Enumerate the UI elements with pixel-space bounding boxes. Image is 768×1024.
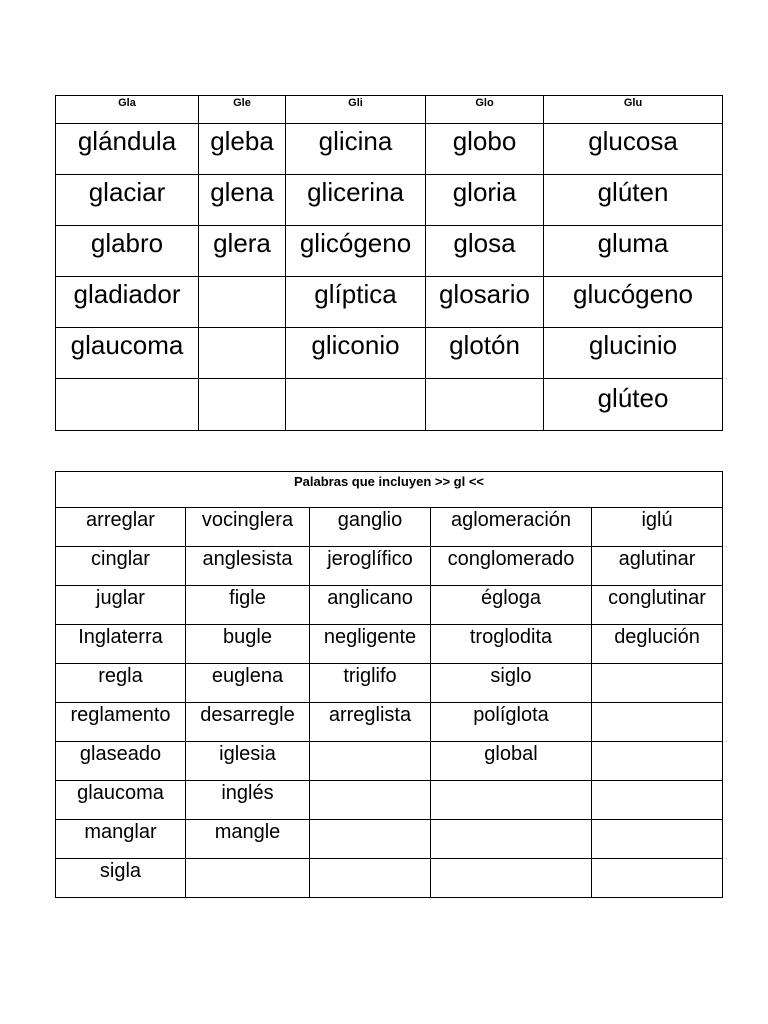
table-cell — [199, 277, 286, 328]
table-cell: glúten — [544, 175, 723, 226]
table-row — [56, 859, 723, 898]
table-cell: siglo — [431, 664, 592, 703]
table-cell — [431, 781, 592, 820]
table-cell — [592, 664, 723, 703]
table-cell: aglutinar — [592, 547, 723, 586]
table-row — [56, 226, 723, 277]
table-cell: euglena — [186, 664, 310, 703]
table-cell: troglodita — [431, 625, 592, 664]
table-cell: ganglio — [310, 508, 431, 547]
table-cell: glena — [199, 175, 286, 226]
gl-words-table — [55, 471, 723, 898]
table-cell — [310, 820, 431, 859]
table-cell: gluma — [544, 226, 723, 277]
table-cell: deglución — [592, 625, 723, 664]
table-cell — [199, 328, 286, 379]
table-cell: gleba — [199, 124, 286, 175]
table-row — [56, 742, 723, 781]
table-cell: inglés — [186, 781, 310, 820]
table-cell: conglutinar — [592, 586, 723, 625]
table-row — [56, 175, 723, 226]
table-cell: anglesista — [186, 547, 310, 586]
column-header-glo: Glo — [426, 96, 544, 124]
table-cell — [592, 859, 723, 898]
table-cell: negligente — [310, 625, 431, 664]
table-cell: glosario — [426, 277, 544, 328]
table-cell: glúteo — [544, 379, 723, 431]
column-header-gle: Gle — [199, 96, 286, 124]
table-cell — [592, 781, 723, 820]
table-cell: figle — [186, 586, 310, 625]
table-row — [56, 547, 723, 586]
table-cell: globo — [426, 124, 544, 175]
table-cell: gloria — [426, 175, 544, 226]
table-cell — [592, 742, 723, 781]
table-cell: glucosa — [544, 124, 723, 175]
table-cell: manglar — [56, 820, 186, 859]
table-cell — [431, 820, 592, 859]
table-cell — [199, 379, 286, 431]
table-cell — [286, 379, 426, 431]
table-cell: aglomeración — [431, 508, 592, 547]
table-cell — [426, 379, 544, 431]
table-cell — [431, 859, 592, 898]
table-cell: jeroglífico — [310, 547, 431, 586]
table-row — [56, 625, 723, 664]
table-row — [56, 664, 723, 703]
table-row — [56, 781, 723, 820]
table-cell: glera — [199, 226, 286, 277]
table-row — [56, 379, 723, 431]
table-header-row — [56, 96, 723, 124]
table-cell: glucinio — [544, 328, 723, 379]
table-title-row — [56, 472, 723, 508]
table-cell: triglifo — [310, 664, 431, 703]
table-cell: mangle — [186, 820, 310, 859]
table-cell: anglicano — [310, 586, 431, 625]
table-row — [56, 124, 723, 175]
column-header-gla: Gla — [56, 96, 199, 124]
table-cell: regla — [56, 664, 186, 703]
table-cell: égloga — [431, 586, 592, 625]
table-cell: políglota — [431, 703, 592, 742]
table-cell: iglesia — [186, 742, 310, 781]
table-cell: arreglista — [310, 703, 431, 742]
table-cell: glicina — [286, 124, 426, 175]
table-cell — [592, 820, 723, 859]
table-cell: arreglar — [56, 508, 186, 547]
table-cell: glabro — [56, 226, 199, 277]
table-cell — [592, 703, 723, 742]
table-cell: gladiador — [56, 277, 199, 328]
table-row — [56, 508, 723, 547]
table-row — [56, 586, 723, 625]
table-cell: sigla — [56, 859, 186, 898]
column-header-gli: Gli — [286, 96, 426, 124]
table-cell: glaciar — [56, 175, 199, 226]
table-cell: glosa — [426, 226, 544, 277]
table-cell: reglamento — [56, 703, 186, 742]
table-cell: glándula — [56, 124, 199, 175]
table-row — [56, 820, 723, 859]
table-cell: conglomerado — [431, 547, 592, 586]
table-row — [56, 328, 723, 379]
table-cell — [56, 379, 199, 431]
gl-syllable-table — [55, 95, 723, 431]
table-cell — [310, 742, 431, 781]
table-cell: glaucoma — [56, 781, 186, 820]
table-cell — [186, 859, 310, 898]
column-header-glu: Glu — [544, 96, 723, 124]
table-cell — [310, 859, 431, 898]
table-row — [56, 277, 723, 328]
table-cell: cinglar — [56, 547, 186, 586]
table-cell: bugle — [186, 625, 310, 664]
table-cell: glicógeno — [286, 226, 426, 277]
table-cell: glotón — [426, 328, 544, 379]
table-cell: juglar — [56, 586, 186, 625]
table-cell: glaseado — [56, 742, 186, 781]
table-cell: global — [431, 742, 592, 781]
table-title: Palabras que incluyen >> gl << — [56, 472, 723, 508]
table-cell: Inglaterra — [56, 625, 186, 664]
table-row — [56, 703, 723, 742]
table-cell: glaucoma — [56, 328, 199, 379]
table-cell: desarregle — [186, 703, 310, 742]
table-cell: vocinglera — [186, 508, 310, 547]
table-cell: glicerina — [286, 175, 426, 226]
table-cell: gliconio — [286, 328, 426, 379]
table-cell: glucógeno — [544, 277, 723, 328]
table-cell: glíptica — [286, 277, 426, 328]
table-cell: iglú — [592, 508, 723, 547]
table-cell — [310, 781, 431, 820]
